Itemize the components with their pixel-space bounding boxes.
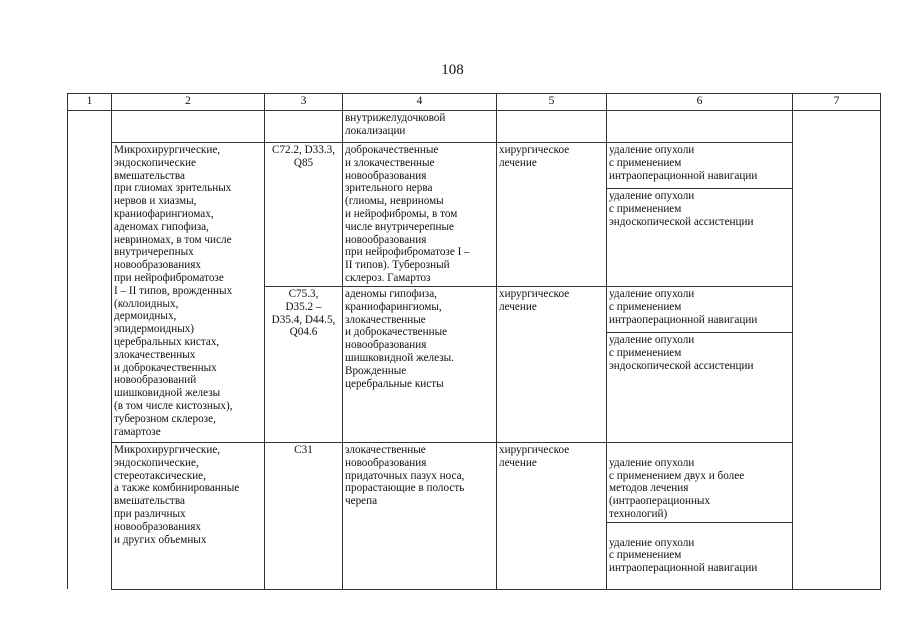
treatment-cell: хирургическое лечение	[497, 443, 607, 590]
method-cell: удаление опухоли с применением двух и более методов лечения (интраоперационных технологий)	[607, 456, 792, 523]
col-header-4: 4	[343, 94, 497, 111]
number-cell	[68, 111, 112, 590]
method-cell	[607, 111, 793, 143]
treatment-cell	[497, 111, 607, 143]
disease-cell: внутрижелудочковой локализации	[343, 111, 497, 143]
disease-cell: аденомы гипофиза, краниофарингиомы, злокачественные и доброкачественные новообразования шишковидной железы. Врожденные церебральные кисты	[343, 287, 497, 443]
page-number: 108	[441, 62, 464, 78]
disease-cell: злокачественные новообразования придаточных пазух носа, прорастающие в полость черепа	[343, 443, 497, 590]
table-row	[68, 443, 881, 590]
codes-cell	[265, 111, 343, 143]
table-row	[68, 111, 881, 143]
method-cell: удаление опухоли с применением интраоперационной навигации	[607, 143, 793, 189]
cost-cell	[793, 111, 881, 590]
medical-services-table	[67, 93, 881, 590]
method-cell: удаление опухоли с применением эндоскопической ассистенции	[607, 189, 793, 287]
intervention-cell: Микрохирургические, эндоскопические, стереотаксические, а также комбинированные вмешательства при различных новообразованиях и других объемных	[112, 443, 265, 590]
col-header-6: 6	[607, 94, 793, 111]
codes-cell: C75.3, D35.2 – D35.4, D44.5, Q04.6	[265, 287, 343, 443]
method-cell: удаление опухоли с применением интраоперационной навигации	[607, 287, 793, 333]
col-header-1: 1	[68, 94, 112, 111]
treatment-cell: хирургическое лечение	[497, 287, 607, 443]
header-row	[68, 94, 881, 111]
col-header-3: 3	[265, 94, 343, 111]
intervention-cell: Микрохирургические, эндоскопические вмешательства при глиомах зрительных нервов и хиазмы, краниофарингиомах, аденомах гипофиза, невриномах, в том числе внутричерепных новообразованиях при нейрофиброматозе I – II типов, врожденных (коллоидных, дермоидных, эпидермоидных) церебральных кистах, злокачественных и доброкачественных новообразований шишковидной железы (в том числе кистозных), туберозном склерозе, гамартозе	[112, 143, 265, 443]
col-header-7: 7	[793, 94, 881, 111]
method-cell-split	[607, 443, 793, 590]
disease-cell: доброкачественные и злокачественные новообразования зрительного нерва (глиомы, невриномы и нейрофибромы, в том числе внутричерепные новообразования при нейрофиброматозе I – II типов). Туберозный склероз. Гамартоз	[343, 143, 497, 287]
method-cell: удаление опухоли с применением интраоперационной навигации	[609, 536, 758, 575]
treatment-cell: хирургическое лечение	[497, 143, 607, 287]
method-cell: удаление опухоли с применением эндоскопической ассистенции	[607, 333, 793, 443]
col-header-2: 2	[112, 94, 265, 111]
codes-cell: C31	[265, 443, 343, 590]
col-header-5: 5	[497, 94, 607, 111]
intervention-cell	[112, 111, 265, 143]
table-row	[68, 143, 881, 189]
codes-cell: C72.2, D33.3, Q85	[265, 143, 343, 287]
